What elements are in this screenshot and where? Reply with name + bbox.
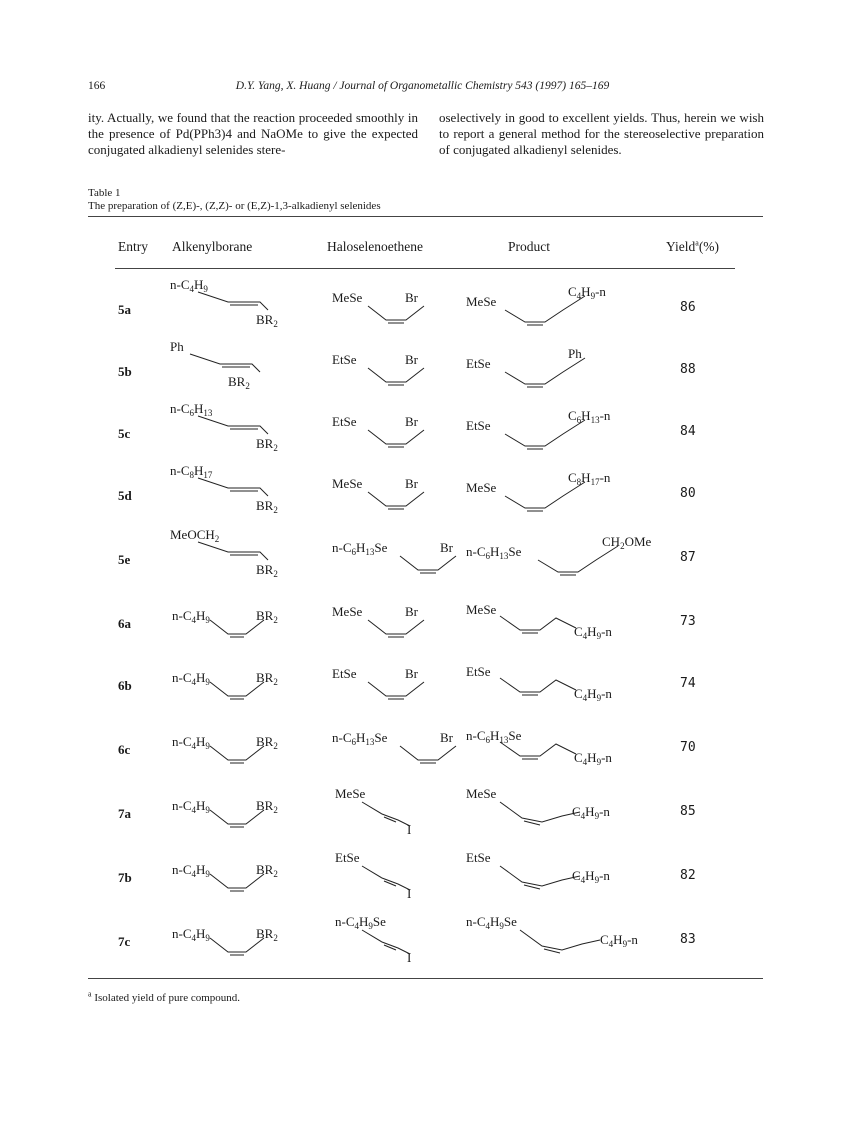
product-selenyl: EtSe bbox=[466, 418, 491, 433]
entry-id: 5e bbox=[118, 552, 131, 567]
product-selenyl: MeSe bbox=[466, 602, 497, 617]
halo-iodide: I bbox=[407, 950, 412, 965]
yield-value: 70 bbox=[680, 740, 696, 755]
halo-bond bbox=[400, 556, 456, 570]
column-header-haloselenoethene: Haloselenoethene bbox=[327, 239, 423, 254]
alkenyl-substituent: $n-C_4H_9$ bbox=[172, 926, 210, 943]
product-bond bbox=[500, 742, 576, 756]
product-bond bbox=[520, 930, 600, 950]
product-selenyl: $n-C_4H_9Se$ bbox=[466, 914, 517, 931]
product-substituent: Ph bbox=[568, 346, 582, 361]
halo-bromide: Br bbox=[405, 476, 418, 491]
entry-id: 6b bbox=[118, 678, 132, 693]
entry-id: 6a bbox=[118, 616, 131, 631]
alkenyl-bond bbox=[198, 478, 268, 496]
halo-bond bbox=[400, 746, 456, 760]
table-label: Table 1 bbox=[88, 187, 121, 199]
halo-bromide: Br bbox=[405, 352, 418, 367]
alkenyl-substituent: $n-C_4H_9$ bbox=[172, 862, 210, 879]
halo-bond bbox=[368, 430, 424, 444]
alkenyl-boryl: $BR_2$ bbox=[256, 734, 278, 751]
body-text-left-column: ity. Actually, we found that the reaction proceeded smoothly in the presence of Pd(PPh3)4 and NaOMe to give the expected conjugated alkadienyl selenides stere- bbox=[88, 110, 418, 157]
product-substituent: $C_4H_9-n$ bbox=[574, 750, 612, 767]
entry-id: 5d bbox=[118, 488, 132, 503]
alkenyl-boryl: $BR_2$ bbox=[256, 798, 278, 815]
alkenyl-substituent: MeOCH$_2$ bbox=[170, 527, 220, 544]
entry-id: 5a bbox=[118, 302, 131, 317]
halo-selenyl: $n-C_4H_9Se$ bbox=[335, 914, 386, 931]
yield-value: 83 bbox=[680, 932, 696, 947]
product-substituent: $C_4H_9-n$ bbox=[574, 624, 612, 641]
entry-id: 7a bbox=[118, 806, 131, 821]
page-number: 166 bbox=[88, 80, 106, 92]
column-header-entry: Entry bbox=[118, 239, 148, 254]
product-bond bbox=[500, 802, 580, 822]
halo-iodide: I bbox=[407, 822, 412, 837]
alkenyl-boryl: $BR_2$ bbox=[256, 562, 278, 579]
product-selenyl: $n-C_6H_{13}Se$ bbox=[466, 728, 522, 745]
column-header-yield: Yield$^a$(%) bbox=[666, 238, 720, 254]
entry-id: 7c bbox=[118, 934, 131, 949]
entry-id: 6c bbox=[118, 742, 131, 757]
product-bond bbox=[500, 866, 580, 886]
product-bond bbox=[500, 678, 576, 692]
alkenyl-boryl: $BR_2$ bbox=[256, 498, 278, 515]
halo-bromide: Br bbox=[405, 666, 418, 681]
footnote: $^a$ Isolated yield of pure compound. bbox=[88, 989, 241, 1004]
alkenyl-bond bbox=[198, 416, 268, 434]
alkenyl-substituent: $n-C_4H_9$ bbox=[170, 277, 208, 294]
product-substituent: $C_4H_9-n$ bbox=[600, 932, 638, 949]
entry-id: 7b bbox=[118, 870, 132, 885]
halo-selenyl: $n-C_6H_{13}Se$ bbox=[332, 540, 388, 557]
halo-bond bbox=[368, 306, 424, 320]
alkenyl-substituent: $n-C_4H_9$ bbox=[172, 734, 210, 751]
halo-bond bbox=[368, 492, 424, 506]
yield-value: 84 bbox=[680, 424, 696, 439]
halo-bromide: Br bbox=[440, 730, 453, 745]
halo-bond-double bbox=[384, 817, 396, 822]
column-header-alkenylborane: Alkenylborane bbox=[172, 239, 253, 254]
product-selenyl: $n-C_6H_{13}Se$ bbox=[466, 544, 522, 561]
product-substituent: $C_4H_9-n$ bbox=[568, 284, 606, 301]
entry-id: 5c bbox=[118, 426, 131, 441]
product-selenyl: MeSe bbox=[466, 786, 497, 801]
alkenyl-bond bbox=[198, 542, 268, 560]
alkenyl-substituent: $n-C_4H_9$ bbox=[172, 798, 210, 815]
halo-bond bbox=[368, 682, 424, 696]
product-selenyl: EtSe bbox=[466, 850, 491, 865]
running-head: D.Y. Yang, X. Huang / Journal of Organometallic Chemistry 543 (1997) 165–169 bbox=[235, 80, 610, 92]
table-caption: The preparation of (Z,E)-, (Z,Z)- or (E,Z)-1,3-alkadienyl selenides bbox=[88, 200, 381, 212]
product-bond bbox=[500, 616, 576, 630]
halo-selenyl: $n-C_6H_{13}Se$ bbox=[332, 730, 388, 747]
halo-bond bbox=[362, 802, 410, 826]
halo-selenyl: MeSe bbox=[335, 786, 366, 801]
halo-bromide: Br bbox=[405, 414, 418, 429]
yield-value: 80 bbox=[680, 486, 696, 501]
product-substituent: $C_4H_9-n$ bbox=[574, 686, 612, 703]
alkenyl-substituent: Ph bbox=[170, 339, 184, 354]
halo-bromide: Br bbox=[405, 290, 418, 305]
yield-value: 86 bbox=[680, 300, 696, 315]
alkenyl-boryl: $BR_2$ bbox=[256, 436, 278, 453]
halo-bond bbox=[362, 866, 410, 890]
halo-bond-double bbox=[384, 881, 396, 886]
alkenyl-boryl: $BR_2$ bbox=[256, 312, 278, 329]
halo-selenyl: EtSe bbox=[332, 666, 357, 681]
halo-bond bbox=[362, 930, 410, 954]
alkenyl-boryl: $BR_2$ bbox=[228, 374, 250, 391]
body-text-right-column: oselectively in good to excellent yields. Thus, herein we wish to report a general method for the stereoselective preparation of conjugated alkadienyl selenides. bbox=[439, 110, 764, 157]
halo-selenyl: MeSe bbox=[332, 476, 363, 491]
halo-iodide: I bbox=[407, 886, 412, 901]
product-substituent: $C_4H_9-n$ bbox=[572, 804, 610, 821]
alkenyl-substituent: $n-C_6H_{13}$ bbox=[170, 401, 213, 418]
product-selenyl: EtSe bbox=[466, 356, 491, 371]
alkenyl-substituent: $n-C_4H_9$ bbox=[172, 608, 210, 625]
product-substituent: $C_4H_9-n$ bbox=[572, 868, 610, 885]
yield-value: 85 bbox=[680, 804, 696, 819]
alkenyl-bond bbox=[190, 354, 260, 372]
product-selenyl: EtSe bbox=[466, 664, 491, 679]
halo-bromide: Br bbox=[405, 604, 418, 619]
alkenyl-boryl: $BR_2$ bbox=[256, 608, 278, 625]
alkenyl-boryl: $BR_2$ bbox=[256, 670, 278, 687]
halo-bond bbox=[368, 368, 424, 382]
halo-selenyl: EtSe bbox=[332, 414, 357, 429]
alkenyl-boryl: $BR_2$ bbox=[256, 862, 278, 879]
column-header-product: Product bbox=[508, 239, 550, 254]
product-substituent: $CH_2OMe$ bbox=[602, 534, 652, 551]
halo-bond-double bbox=[384, 945, 396, 950]
alkenyl-boryl: $BR_2$ bbox=[256, 926, 278, 943]
halo-selenyl: EtSe bbox=[335, 850, 360, 865]
halo-selenyl: EtSe bbox=[332, 352, 357, 367]
yield-value: 74 bbox=[680, 676, 696, 691]
yield-value: 82 bbox=[680, 868, 696, 883]
product-substituent: $C_8H_{17}-n$ bbox=[568, 470, 611, 487]
halo-selenyl: MeSe bbox=[332, 290, 363, 305]
alkenyl-substituent: $n-C_4H_9$ bbox=[172, 670, 210, 687]
halo-bond bbox=[368, 620, 424, 634]
yield-value: 73 bbox=[680, 614, 696, 629]
entry-id: 5b bbox=[118, 364, 132, 379]
product-selenyl: MeSe bbox=[466, 294, 497, 309]
yield-value: 88 bbox=[680, 362, 696, 377]
product-substituent: $C_6H_{13}-n$ bbox=[568, 408, 611, 425]
alkenyl-substituent: $n-C_8H_{17}$ bbox=[170, 463, 213, 480]
product-selenyl: MeSe bbox=[466, 480, 497, 495]
halo-selenyl: MeSe bbox=[332, 604, 363, 619]
halo-bromide: Br bbox=[440, 540, 453, 555]
yield-value: 87 bbox=[680, 550, 696, 565]
alkenyl-bond bbox=[198, 292, 268, 310]
